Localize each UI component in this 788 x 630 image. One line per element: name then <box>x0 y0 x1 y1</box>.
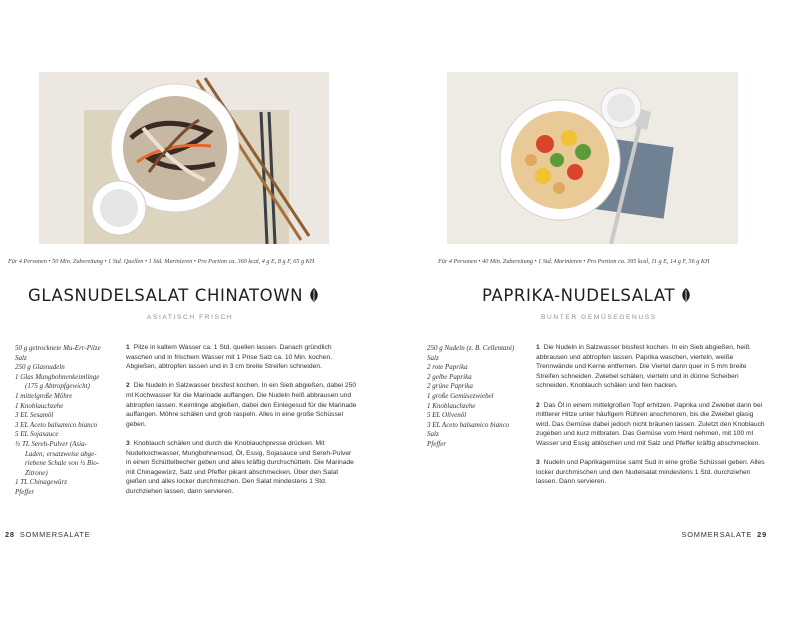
ingredient-item: 250 g Nudeln (z. B. Cellentani) <box>427 344 515 352</box>
ingredient-item: Pfeffer <box>427 439 447 448</box>
ingredient-item: Salz <box>427 353 439 362</box>
glass-noodle-salad-photo <box>39 72 329 244</box>
step-number: 2 <box>536 401 540 409</box>
recipe-title-text: GLASNUDELSALAT CHINATOWN <box>28 286 304 305</box>
ingredient-item: 3 EL Sesamöl <box>15 411 54 420</box>
ingredient-item: 1 mittelgroße Möhre <box>15 391 73 400</box>
step-number: 1 <box>126 344 130 351</box>
instruction-list <box>536 343 766 497</box>
page-footer <box>682 530 772 539</box>
ingredient-item: 3 EL Aceto balsamico bianco <box>15 420 98 429</box>
page-number: 28 <box>5 530 15 539</box>
instruction-step <box>536 401 766 449</box>
page-footer <box>0 530 90 539</box>
ingredient-list <box>15 344 115 498</box>
step-text: Knoblauch schälen und durch die Knoblauchpresse drücken. Mit Nudelkochwasser, Mungbohnensud, Öl, Essig, Sojasauce und Sereh-Pulver in einen Schüttelbecher geben und alles kräftig durchschütteln. Die Marinade mit Chinagewürz, Salz und Pfeffer pikant abschmecken. Über den Salat gießen und alles locker durchmischen. Den Salat mindestens 1 Std. durchziehen lassen, dann servieren. <box>126 439 354 495</box>
ingredient-item: 5 EL Sojasauce <box>15 430 59 439</box>
section-name: SOMMERSALATE <box>681 530 753 539</box>
ingredient-item: Salz <box>427 430 439 439</box>
step-text: Die Nudeln in Salzwasser bissfest kochen. In ein Sieb abgießen, dabei 250 ml Kochwasser für die Marinade auffangen. Die Nudeln heiß abbrausen und abtropfen lassen. Keimlinge abgießen, dabei den Einlegesud für die Marinade auffangen. Möhre schälen und grob raspeln. Alles in eine große Schüssel geben. <box>126 382 357 428</box>
leaf-icon <box>681 288 691 302</box>
ingredient-item: 1 Knoblauchzehe <box>427 401 476 410</box>
instruction-step <box>126 381 358 429</box>
section-name: SOMMERSALATE <box>19 530 91 539</box>
step-number: 2 <box>126 382 130 390</box>
ingredient-item: 50 g getrocknete Mu-Err-Pilze <box>15 344 101 352</box>
ingredient-item: ½ TL Sereh-Pulver (Asia- <box>15 439 87 448</box>
recipe-meta: Für 4 Personen • 50 Min. Zubereitung • 1 Std. Quellen • 1 Std. Marinieren • Pro Portion ca. 360 kcal, 4 g E, 8 g F, 65 g KH <box>8 258 315 265</box>
instruction-step <box>126 439 358 497</box>
ingredient-item: riebene Schale von ½ Bio- <box>25 459 100 468</box>
right-page <box>394 0 788 630</box>
ingredient-item: 1 TL Chinagewürz <box>15 478 67 487</box>
step-number: 3 <box>126 439 130 447</box>
step-number: 3 <box>536 459 540 467</box>
pepper-pasta-salad-photo <box>447 72 738 244</box>
ingredient-item: 250 g Glasnudeln <box>15 363 65 372</box>
recipe-subtitle: ASIATISCH FRISCH <box>147 314 234 321</box>
ingredient-item: Laden; ersatzweise abge- <box>25 449 97 458</box>
ingredient-item: Zitrone) <box>25 468 48 477</box>
recipe-title <box>482 286 691 305</box>
step-text: Die Nudeln in Salzwasser bissfest kochen. In ein Sieb abgießen, heiß abbrausen und abtropfen lassen. Paprika waschen, vierteln, weiße Trennwände und Kerne entfernen. Die Viertel dann quer in 5 mm breite Streifen schneiden. Zwiebel schälen, vierteln und in dünne Scheiben schneiden. Knoblauch schälen und fein hacken. <box>536 344 750 390</box>
leaf-icon <box>309 288 319 302</box>
step-text: Pilze in kaltem Wasser ca. 1 Std. quellen lassen. Danach gründlich waschen und in frischem Wasser mit 1 Prise Salz ca. 10 Min. kochen. Abgießen, abtropfen lassen und in 3 cm breite Streifen schneiden. <box>126 344 333 371</box>
instruction-step <box>126 343 358 372</box>
ingredient-item: 5 EL Olivenöl <box>427 411 467 420</box>
ingredient-item: 2 rote Paprika <box>427 363 468 372</box>
ingredient-list <box>427 344 527 450</box>
ingredient-item: 1 Knoblauchzehe <box>15 401 64 410</box>
step-number: 1 <box>536 344 540 351</box>
page-number: 29 <box>757 530 767 539</box>
ingredient-item: 1 Glas Mungbohnenkeimlinge <box>15 372 100 381</box>
ingredient-item: 1 große Gemüsezwiebel <box>427 391 494 400</box>
ingredient-item: Pfeffer <box>15 487 35 496</box>
instruction-step <box>536 458 766 487</box>
recipe-subtitle: BUNTER GEMÜSEGENUSS <box>541 314 657 321</box>
step-text: Das Öl in einem mittelgroßen Topf erhitzen. Paprika und Zwiebel darin bei mittlerer Hitze unter häufigem Rühren anschmoren, bis die Zwiebel glasig wird. Das Gemüse dabei jedoch nicht bräunen lassen. Zuletzt den Knoblauch zugeben und kurz mitbraten. Das Gemüse vom Herd nehmen, mit 100 ml Wasser und Essig ablöschen und mit Salz und Pfeffer kräftig abschmecken. <box>536 401 765 447</box>
recipe-meta: Für 4 Personen • 40 Min. Zubereitung • 1 Std. Marinieren • Pro Portion ca. 395 kcal, 11 g E, 14 g F, 56 g KH <box>438 258 710 265</box>
ingredient-item: 2 grüne Paprika <box>427 382 473 391</box>
instruction-step <box>536 343 766 391</box>
ingredient-item: 3 EL Aceto balsamico bianco <box>427 420 510 429</box>
instruction-list <box>126 343 358 506</box>
recipe-title-text: PAPRIKA-NUDELSALAT <box>482 286 676 305</box>
ingredient-item: (175 g Abtropfgewicht) <box>25 382 90 391</box>
recipe-title <box>28 286 319 305</box>
ingredient-item: Salz <box>15 353 27 362</box>
ingredient-item: 2 gelbe Paprika <box>427 372 472 381</box>
step-text: Nudeln und Paprikagemüse samt Sud in eine große Schüssel geben. Alles locker durchmischen und den Nudelsalat mindestens 1 Std. durchziehen lassen. Dann servieren. <box>536 459 765 486</box>
